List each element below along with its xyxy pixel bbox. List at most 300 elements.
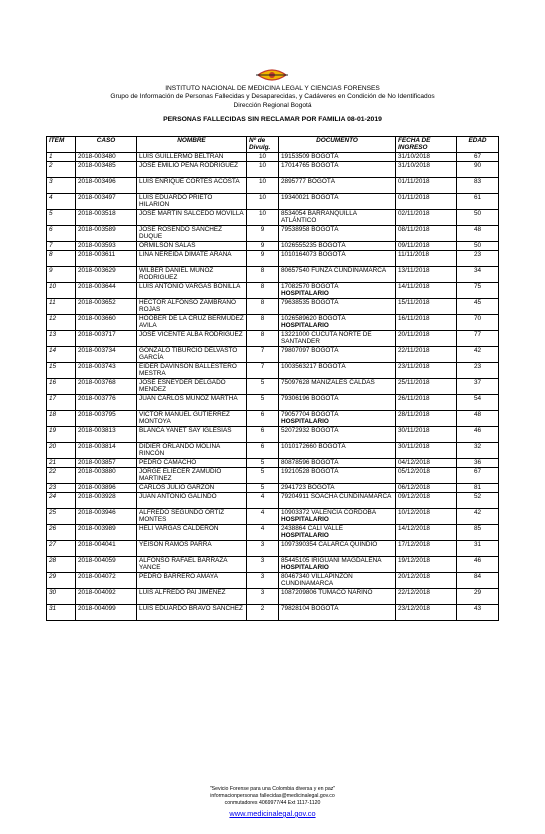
cell-caso-text: 2018-003593 (78, 241, 116, 249)
cell-nombre (137, 161, 247, 177)
cell-edad (457, 588, 499, 604)
direction-name: Dirección Regional Bogotá (233, 102, 312, 109)
cell-caso (76, 492, 137, 508)
cell-item-text: 28 (49, 556, 57, 564)
cell-edad (457, 250, 499, 266)
cell-edad-text: 75 (473, 282, 482, 290)
cell-fecha-text: 10/12/2018 (398, 508, 430, 516)
cell-divulg-text: 8 (260, 298, 265, 306)
cell-documento (279, 467, 396, 483)
cell-caso-text: 2018-003496 (78, 177, 116, 185)
cell-caso (76, 540, 137, 556)
cell-nombre (137, 241, 247, 250)
cell-item (47, 161, 76, 177)
cell-divulg-text: 5 (260, 378, 265, 386)
cell-divulg (247, 177, 279, 193)
cell-fecha-text: 01/11/2018 (398, 177, 430, 185)
cell-edad-text: 34 (473, 266, 482, 274)
cell-item (47, 572, 76, 588)
cell-nombre-text: LUIS EDUARDO PRIETO HILARION (139, 193, 213, 209)
cell-item (47, 330, 76, 346)
cell-nombre (137, 467, 247, 483)
cell-divulg (247, 467, 279, 483)
col-edad: EDAD (457, 137, 499, 153)
cell-documento (279, 298, 396, 314)
cell-nombre-text: JOSÉ ESNEYDER DELGADO MENDEZ (139, 378, 226, 394)
cell-caso (76, 508, 137, 524)
cell-fecha-text: 09/11/2018 (398, 241, 430, 249)
cell-divulg-text: 9 (260, 250, 265, 258)
cell-item-text: 8 (49, 250, 53, 258)
cell-caso-text: 2018-003814 (78, 442, 116, 450)
cell-nombre-text: LUIS ALFREDO PAI JIMENEZ (139, 588, 226, 596)
cell-caso-text: 2018-003813 (78, 426, 116, 434)
cell-edad-text: 37 (473, 378, 482, 386)
cell-documento-text: 80878596 BOGOTÁ (281, 458, 339, 466)
cell-item-text: 10 (49, 282, 57, 290)
cell-caso (76, 426, 137, 442)
cell-caso (76, 330, 137, 346)
cell-edad-text: 42 (473, 508, 482, 516)
cell-documento (279, 266, 396, 282)
cell-edad (457, 266, 499, 282)
cell-caso (76, 410, 137, 426)
cell-item-text: 18 (49, 410, 57, 418)
cell-documento (279, 483, 396, 492)
cell-divulg (247, 378, 279, 394)
cell-divulg (247, 362, 279, 378)
cell-nombre (137, 588, 247, 604)
cell-edad-text: 67 (473, 152, 482, 160)
cell-nombre-text: JOSÉ MARTIN SALCEDO MOVILLA (139, 209, 244, 217)
cell-item-text: 11 (49, 298, 56, 306)
cell-documento-text: 19340021 BOGOTÁ (281, 193, 339, 201)
cell-item (47, 314, 76, 330)
cell-caso-text: 2018-003629 (78, 266, 116, 274)
group-name: Grupo de Información de Personas Fallecidas y Desaparecidas, y Cadáveres en Condición de No Identificados (110, 93, 435, 100)
cell-divulg (247, 298, 279, 314)
cell-fecha (396, 467, 457, 483)
cell-divulg-text: 9 (260, 225, 265, 233)
cell-divulg (247, 492, 279, 508)
cell-documento-text: 79306196 BOGOTÁ (281, 394, 339, 402)
table-row (47, 458, 499, 467)
cell-caso-text: 2018-003485 (78, 161, 116, 169)
cell-caso-text: 2018-003880 (78, 467, 116, 475)
cell-item (47, 483, 76, 492)
cell-fecha (396, 193, 457, 209)
cell-caso (76, 362, 137, 378)
cell-divulg-text: 7 (260, 346, 265, 354)
cell-item (47, 282, 76, 298)
cell-divulg (247, 193, 279, 209)
table-row (47, 241, 499, 250)
cell-nombre-text: YEISON RAMOS PARRA (139, 540, 212, 548)
table-row (47, 177, 499, 193)
cell-item (47, 588, 76, 604)
cell-divulg (247, 266, 279, 282)
table-row (47, 378, 499, 394)
cell-fecha (396, 540, 457, 556)
cell-nombre (137, 442, 247, 458)
cell-divulg-text: 6 (260, 410, 265, 418)
cell-divulg-text: 7 (260, 362, 265, 370)
cell-documento (279, 604, 396, 620)
cell-divulg-text: 6 (260, 442, 265, 450)
cell-item-text: 2 (49, 161, 53, 169)
cell-item (47, 492, 76, 508)
cell-edad (457, 540, 499, 556)
cell-fecha-text: 02/11/2018 (398, 209, 430, 217)
hospitalario-label: HOSPITALARIO (281, 290, 329, 298)
cell-divulg (247, 458, 279, 467)
cell-edad-text: 81 (473, 483, 482, 491)
cell-edad (457, 410, 499, 426)
cell-documento-text: 52072932 BOGOTÁ (281, 426, 339, 434)
cell-documento-text: 1010172660 BOGOTÁ (281, 442, 346, 450)
cell-item (47, 426, 76, 442)
cell-item-text: 3 (49, 177, 53, 185)
cell-nombre-text: JUAN ANTONIO GALINDO (139, 492, 217, 500)
cell-documento-text: 79807097 BOGOTÁ (281, 346, 339, 354)
cell-item (47, 241, 76, 250)
cell-caso-text: 2018-003589 (78, 225, 116, 233)
cell-edad (457, 556, 499, 572)
cell-caso (76, 152, 137, 161)
hospitalario-label: HOSPITALARIO (281, 516, 329, 524)
cell-nombre (137, 410, 247, 426)
cell-documento (279, 442, 396, 458)
cell-nombre-text: LINA NEREIDA DIMATE ARANA (139, 250, 232, 258)
cell-nombre-text: PEDRO CAMACHO (139, 458, 197, 466)
cell-nombre-text: WILBER DANIEL MUÑOZ RODRIGUEZ (139, 266, 214, 282)
table-row (47, 572, 499, 588)
cell-item-text: 12 (49, 314, 57, 322)
cell-nombre-text: JORGE ELIECER ZAMUDIO MARTINEZ (139, 467, 222, 483)
cell-caso-text: 2018-003518 (78, 209, 116, 217)
cell-edad-text: 46 (473, 426, 482, 434)
cell-edad-text: 36 (473, 458, 482, 466)
cell-caso-text: 2018-003776 (78, 394, 116, 402)
cell-edad (457, 330, 499, 346)
cell-fecha-text: 31/10/2018 (398, 152, 430, 160)
cell-divulg-text: 4 (260, 524, 265, 532)
table-row (47, 250, 499, 266)
cell-item-text: 17 (49, 394, 57, 402)
cell-item (47, 250, 76, 266)
table-row (47, 225, 499, 241)
cell-caso-text: 2018-003946 (78, 508, 116, 516)
cell-caso-text: 2018-003857 (78, 458, 116, 466)
cell-nombre-text: JUAN CARLOS MUÑOZ MARTHA (139, 394, 238, 402)
cell-item-text: 31 (49, 604, 57, 612)
cell-documento-text: 1026555235 BOGOTÁ (281, 241, 346, 249)
cell-edad (457, 298, 499, 314)
cell-nombre-text: LUIS EDUARDO BRAVO SANCHEZ (139, 604, 243, 612)
cell-documento (279, 241, 396, 250)
cell-divulg-text: 6 (260, 426, 265, 434)
cell-nombre (137, 492, 247, 508)
cell-divulg (247, 442, 279, 458)
cell-item (47, 442, 76, 458)
cell-fecha-text: 23/11/2018 (398, 362, 430, 370)
table-row (47, 209, 499, 225)
cell-caso (76, 346, 137, 362)
cell-item-text: 30 (49, 588, 57, 596)
cell-divulg-text: 3 (260, 556, 265, 564)
cell-edad-text: 48 (473, 225, 482, 233)
cell-caso (76, 298, 137, 314)
cell-caso (76, 282, 137, 298)
cell-edad (457, 467, 499, 483)
cell-edad-text: 90 (473, 161, 482, 169)
cell-divulg (247, 604, 279, 620)
cell-item (47, 177, 76, 193)
footer-website-link[interactable]: www.medicinalegal.gov.co (229, 809, 316, 818)
cell-item (47, 458, 76, 467)
cell-divulg-text: 2 (260, 604, 265, 612)
cell-fecha (396, 282, 457, 298)
cell-documento-text: 79204911 SOACHA CUNDINAMARCA (281, 492, 392, 500)
cell-caso (76, 250, 137, 266)
cell-item (47, 362, 76, 378)
cell-fecha (396, 241, 457, 250)
cell-nombre-text: LUIS GUILLERMO BELTRAN (139, 152, 224, 160)
cell-item-text: 14 (49, 346, 57, 354)
cell-caso-text: 2018-003480 (78, 152, 116, 160)
cell-fecha (396, 209, 457, 225)
cell-nombre (137, 540, 247, 556)
cell-item-text: 26 (49, 524, 57, 532)
col-documento: DOCUMENTO (279, 137, 396, 153)
cell-divulg-text: 5 (260, 458, 265, 466)
cell-edad (457, 394, 499, 410)
cell-item-text: 6 (49, 225, 53, 233)
cell-item (47, 604, 76, 620)
cell-item (47, 508, 76, 524)
cell-caso-text: 2018-003717 (78, 330, 116, 338)
cell-fecha (396, 572, 457, 588)
cell-documento (279, 410, 396, 426)
cell-fecha (396, 442, 457, 458)
cell-caso-text: 2018-004072 (78, 572, 116, 580)
cell-fecha-text: 23/12/2018 (398, 604, 430, 612)
cell-divulg-text: 3 (260, 572, 265, 580)
cell-divulg (247, 346, 279, 362)
cell-documento (279, 492, 396, 508)
cell-fecha (396, 362, 457, 378)
cell-divulg (247, 225, 279, 241)
cell-divulg-text: 5 (260, 483, 265, 491)
cell-nombre (137, 426, 247, 442)
cell-nombre (137, 266, 247, 282)
table-row (47, 483, 499, 492)
cell-edad-text: 48 (473, 410, 482, 418)
cell-edad (457, 442, 499, 458)
cell-caso (76, 314, 137, 330)
cell-divulg-text: 8 (260, 282, 265, 290)
cell-documento (279, 458, 396, 467)
cell-nombre (137, 483, 247, 492)
cell-item (47, 410, 76, 426)
cell-fecha-text: 20/12/2018 (398, 572, 430, 580)
col-divulg: Nº de Divulg. (247, 137, 279, 153)
cell-fecha-text: 14/11/2018 (398, 282, 430, 290)
table-row (47, 346, 499, 362)
col-nombre: NOMBRE (137, 137, 247, 153)
cell-divulg-text: 10 (258, 152, 267, 160)
cell-nombre-text: JOSE ROSENDO SANCHEZ DUQUE (139, 225, 223, 241)
hospitalario-label: HOSPITALARIO (281, 532, 329, 540)
cell-item (47, 524, 76, 540)
cell-nombre (137, 152, 247, 161)
cell-nombre (137, 378, 247, 394)
cell-caso (76, 483, 137, 492)
cell-item-text: 9 (49, 266, 53, 274)
cell-fecha (396, 524, 457, 540)
table-row (47, 330, 499, 346)
cell-caso (76, 458, 137, 467)
cell-documento-text: 8534054 BARRANQUILLA ATLÁNTICO (281, 209, 357, 225)
cell-caso-text: 2018-003734 (78, 346, 116, 354)
cell-caso (76, 378, 137, 394)
cell-divulg (247, 540, 279, 556)
cell-nombre (137, 572, 247, 588)
cell-edad (457, 314, 499, 330)
table-row (47, 161, 499, 177)
cell-edad-text: 67 (473, 467, 482, 475)
cell-fecha (396, 225, 457, 241)
cell-item-text: 20 (49, 442, 57, 450)
cell-documento-text: 85445105 IRIGUANI MAGDALENA (281, 556, 382, 564)
cell-edad (457, 604, 499, 620)
cell-item (47, 193, 76, 209)
cell-nombre (137, 458, 247, 467)
cell-edad (457, 483, 499, 492)
cell-edad-text: 23 (473, 362, 482, 370)
cell-edad (457, 492, 499, 508)
cell-divulg (247, 209, 279, 225)
cell-caso-text: 2018-003611 (78, 250, 116, 258)
cell-item (47, 394, 76, 410)
cell-edad (457, 161, 499, 177)
cell-documento-text: 17014765 BOGOTÁ (281, 161, 339, 169)
footer-phones: conmutadores 4069977/44 Ext 1117-1120 (224, 800, 321, 806)
table-row (47, 362, 499, 378)
table-row (47, 152, 499, 161)
cell-documento (279, 540, 396, 556)
cell-fecha-text: 11/11/2018 (398, 250, 430, 258)
cell-divulg-text: 3 (260, 588, 265, 596)
cell-nombre-text: BLANCA YANET SAY IGLESIAS (139, 426, 232, 434)
cell-divulg-text: 4 (260, 508, 265, 516)
cell-documento (279, 282, 396, 298)
cell-fecha (396, 266, 457, 282)
cell-fecha-text: 19/12/2018 (398, 556, 430, 564)
cell-fecha-text: 20/11/2018 (398, 330, 430, 338)
cell-divulg (247, 330, 279, 346)
cell-documento-text: 79057704 BOGOTÁ (281, 410, 339, 418)
cell-divulg-text: 3 (260, 540, 265, 548)
cell-nombre (137, 298, 247, 314)
cell-edad (457, 282, 499, 298)
cell-documento (279, 152, 396, 161)
cell-nombre-text: PEDRO BARRERO AMAYA (139, 572, 218, 580)
cell-documento-text: 19210528 BOGOTÁ (281, 467, 339, 475)
cell-caso-text: 2018-004059 (78, 556, 116, 564)
page-title: PERSONAS FALLECIDAS SIN RECLAMAR POR FAMILIA 08-01-2019 (163, 116, 382, 123)
cell-documento-text: 80467340 VILLAPINZON CUNDINAMARCA (281, 572, 353, 588)
cell-nombre (137, 524, 247, 540)
cell-fecha (396, 346, 457, 362)
table-row (47, 410, 499, 426)
cell-edad-text: 45 (473, 298, 482, 306)
cell-edad-text: 31 (473, 540, 482, 548)
cell-documento (279, 362, 396, 378)
cell-edad-text: 32 (473, 442, 482, 450)
cell-fecha (396, 458, 457, 467)
cell-fecha-text: 26/11/2018 (398, 394, 430, 402)
cell-item (47, 556, 76, 572)
cell-caso-text: 2018-003989 (78, 524, 116, 532)
cell-divulg (247, 314, 279, 330)
cell-divulg (247, 241, 279, 250)
cell-nombre-text: LUIS ANTONIO VARGAS BONILLA (139, 282, 241, 290)
cell-caso (76, 588, 137, 604)
cell-item-text: 27 (49, 540, 57, 548)
cell-documento-text: 19153509 BOGOTÁ (281, 152, 339, 160)
cell-nombre (137, 282, 247, 298)
cell-documento (279, 209, 396, 225)
cell-documento-text: 79828104 BOGOTÁ (281, 604, 339, 612)
cell-nombre (137, 330, 247, 346)
cell-item-text: 23 (49, 483, 57, 491)
cell-documento-text: 79638535 BOGOTÁ (281, 298, 339, 306)
cell-nombre-text: ORMILSON SALAS (139, 241, 196, 249)
cell-fecha-text: 31/10/2018 (398, 161, 430, 169)
cell-fecha (396, 250, 457, 266)
cell-item (47, 298, 76, 314)
cell-documento-text: 1097390354 CALARCA QUINDIO (281, 540, 378, 548)
cell-item-text: 29 (49, 572, 57, 580)
cell-nombre-text: DIDIER ORLANDO MOLINA RINCÓN (139, 442, 220, 458)
deceased-table (46, 136, 499, 621)
cell-divulg (247, 152, 279, 161)
cell-fecha (396, 394, 457, 410)
cell-nombre-text: CARLOS JULIO GARZON (139, 483, 215, 491)
cell-divulg (247, 524, 279, 540)
table-row (47, 556, 499, 572)
cell-nombre (137, 209, 247, 225)
cell-edad-text: 83 (473, 177, 482, 185)
cell-edad (457, 241, 499, 250)
cell-caso-text: 2018-003743 (78, 362, 116, 370)
cell-fecha (396, 483, 457, 492)
cell-divulg-text: 10 (258, 193, 267, 201)
cell-caso (76, 193, 137, 209)
table-row (47, 314, 499, 330)
cell-edad (457, 152, 499, 161)
cell-edad-text: 52 (473, 492, 482, 500)
cell-nombre (137, 346, 247, 362)
cell-fecha-text: 08/11/2018 (398, 225, 430, 233)
col-fecha: FECHA DE INGRESO (396, 137, 457, 153)
cell-edad (457, 362, 499, 378)
cell-documento-text: 75097628 MANIZALES CALDAS (281, 378, 375, 386)
cell-documento (279, 378, 396, 394)
cell-item-text: 25 (49, 508, 57, 516)
cell-caso-text: 2018-003660 (78, 314, 116, 322)
